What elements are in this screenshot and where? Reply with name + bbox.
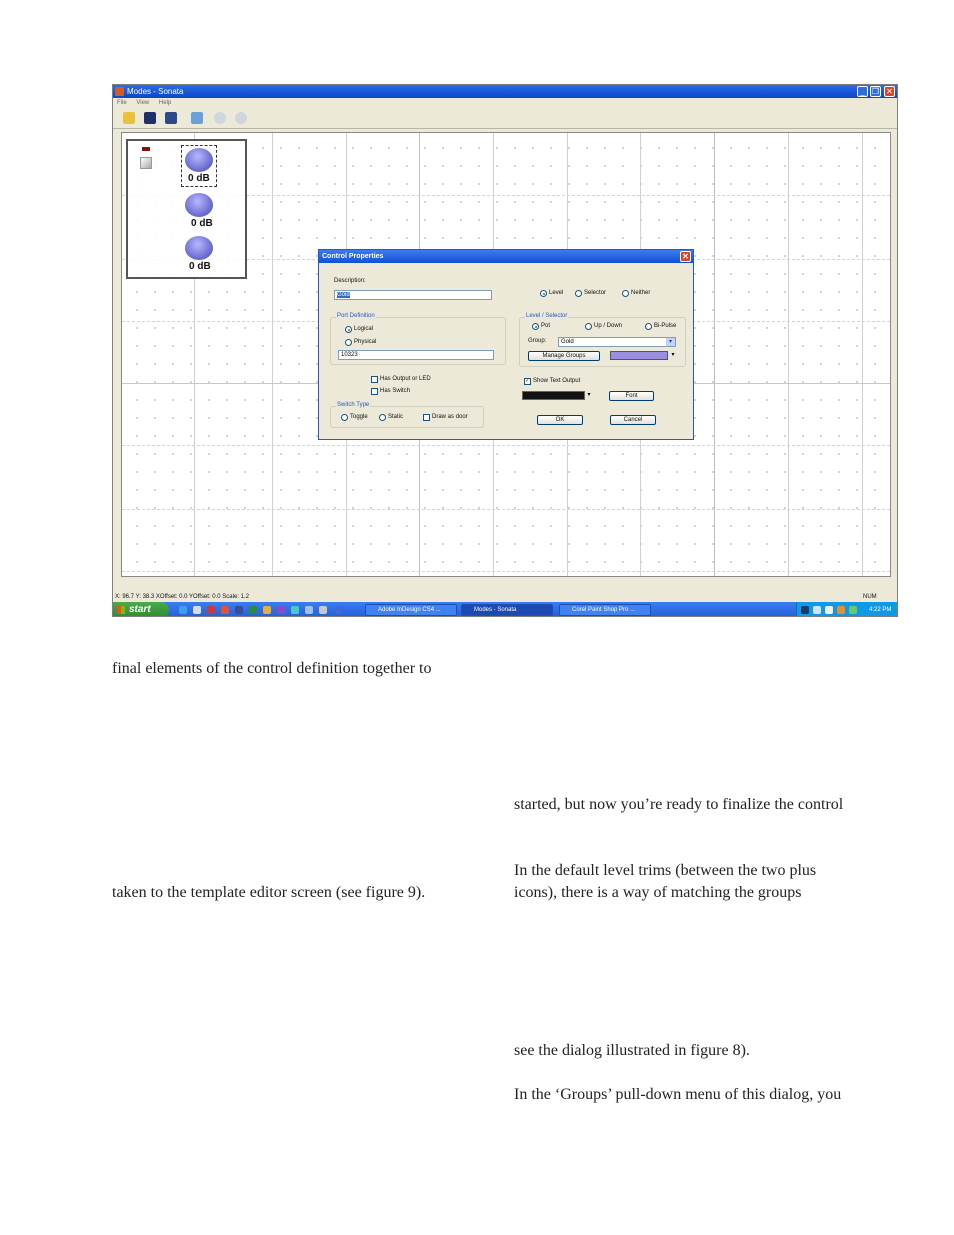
manage-groups-button[interactable]: Manage Groups (528, 351, 600, 361)
app-icon-6[interactable] (305, 606, 313, 614)
status-num: NUM (863, 594, 877, 600)
status-bar (113, 593, 898, 602)
app-icon-5[interactable] (291, 606, 299, 614)
draw-as-door-checkbox[interactable] (423, 414, 430, 421)
ok-button[interactable]: OK (537, 415, 583, 425)
dialog-title-bar (319, 250, 693, 263)
app-icon-2[interactable] (235, 606, 243, 614)
toolbar (113, 108, 898, 129)
menu-bar (113, 98, 898, 108)
group-select[interactable] (558, 337, 676, 347)
zoom-out-icon[interactable] (235, 112, 247, 124)
font-button[interactable]: Font (609, 391, 654, 401)
windows-taskbar (113, 602, 898, 617)
group-color-swatch[interactable] (610, 351, 668, 360)
app-icon-4[interactable] (277, 606, 285, 614)
knob-label-3: 0 dB (189, 261, 211, 272)
system-tray (796, 602, 898, 617)
knob-label-2: 0 dB (191, 218, 213, 229)
excel-icon[interactable] (249, 606, 257, 614)
port-value-input[interactable]: 10323 (338, 350, 494, 360)
ie-icon[interactable] (179, 606, 187, 614)
dialog-close-button[interactable]: ✕ (680, 251, 691, 262)
tray-clock: 4:22 PM (869, 607, 892, 613)
menu-file[interactable]: File (117, 100, 127, 106)
has-switch-checkbox[interactable] (371, 388, 378, 395)
selector-radio[interactable] (575, 290, 582, 297)
show-text-output-checkbox[interactable]: ✓ (525, 378, 531, 384)
right-text-line-4: see the dialog illustrated in figure 8). (514, 1042, 750, 1059)
windows-logo-icon (117, 606, 125, 614)
up-down-radio[interactable] (585, 323, 592, 330)
level-selector-group (519, 313, 686, 367)
has-output-led-label: Has Output or LED (380, 376, 431, 382)
control-template[interactable] (126, 139, 247, 279)
port-definition-group (330, 313, 506, 365)
adobe-icon[interactable] (221, 606, 229, 614)
screenshot-figure (112, 84, 898, 617)
level-label: Level (549, 290, 564, 296)
start-button[interactable] (113, 602, 169, 617)
app-icon-7[interactable] (319, 606, 327, 614)
group-dropdown-arrow-icon[interactable]: ▾ (666, 338, 675, 346)
task-paint-shop[interactable]: Corel Paint Shop Pro ... (559, 604, 651, 616)
menu-help[interactable]: Help (158, 100, 172, 106)
text-color-swatch[interactable] (522, 391, 585, 400)
neither-radio[interactable] (622, 290, 629, 297)
knob-1[interactable] (185, 148, 213, 172)
right-text-line-3: icons), there is a way of matching the groups (514, 884, 802, 901)
switch-type-group (330, 402, 484, 428)
app-title-bar (113, 85, 898, 98)
port-definition-legend: Port Definition (337, 313, 375, 319)
knob-2[interactable] (185, 193, 213, 217)
control-properties-dialog (318, 249, 694, 440)
selector-label: Selector (584, 290, 607, 296)
static-label: Static (388, 414, 404, 420)
explorer-icon[interactable] (193, 606, 201, 614)
text-color-dropdown-arrow-icon[interactable]: ▾ (587, 392, 591, 398)
toggle-label: Toggle (350, 414, 368, 420)
right-text-line-1: started, but now you’re ready to finalize the control (514, 796, 844, 813)
tray-app-icon[interactable] (837, 606, 845, 614)
left-text-line-1: final elements of the control definition together to (112, 660, 432, 677)
pot-label: Pot (541, 323, 551, 329)
task-indesign[interactable]: Adobe InDesign CS4 ... (365, 604, 457, 616)
draw-as-door-label: Draw as door (432, 414, 468, 420)
logical-radio[interactable] (345, 326, 352, 333)
app-icon-8[interactable] (335, 606, 343, 614)
tray-help-icon[interactable] (801, 606, 809, 614)
tray-network-icon[interactable] (813, 606, 821, 614)
level-radio[interactable] (540, 290, 547, 297)
open-folder-icon[interactable] (123, 112, 135, 124)
pot-radio[interactable] (532, 323, 539, 330)
right-text-line-2: In the default level trims (between the two plus (514, 862, 817, 879)
media-icon[interactable] (207, 606, 215, 614)
description-input[interactable] (334, 290, 492, 300)
switch-type-legend: Switch Type (337, 402, 370, 408)
save-icon[interactable] (144, 112, 156, 124)
description-label: Description: (334, 278, 366, 284)
print-icon[interactable] (191, 112, 203, 124)
led-indicator (142, 147, 150, 151)
start-label: start (129, 604, 151, 615)
zoom-in-icon[interactable] (214, 112, 226, 124)
physical-label: Physical (354, 339, 377, 345)
menu-view[interactable]: View (136, 100, 150, 106)
dialog-title: Control Properties (322, 253, 384, 260)
close-button[interactable]: ✕ (884, 86, 895, 97)
physical-radio[interactable] (345, 339, 352, 346)
window-title: Modes - Sonata (127, 87, 184, 96)
cancel-button[interactable]: Cancel (610, 415, 656, 425)
knob-label-1: 0 dB (188, 173, 210, 184)
group-label: Group: (528, 338, 547, 344)
minimize-button[interactable]: _ (857, 86, 868, 97)
color-dropdown-arrow-icon[interactable]: ▾ (671, 352, 675, 358)
up-down-label: Up / Down (594, 323, 623, 329)
has-switch-label: Has Switch (380, 388, 411, 394)
maximize-button[interactable]: ❐ (871, 87, 880, 96)
tray-speaker-icon[interactable] (825, 606, 833, 614)
save-as-icon[interactable] (165, 112, 177, 124)
level-selector-legend: Level / Selector (526, 313, 568, 319)
neither-label: Neither (631, 290, 651, 296)
app-icon-3[interactable] (263, 606, 271, 614)
has-output-led-checkbox[interactable] (371, 376, 378, 383)
knob-3[interactable] (185, 236, 213, 260)
static-radio[interactable] (379, 414, 386, 421)
right-text-line-5: In the ‘Groups’ pull-down menu of this dialog, you (514, 1086, 842, 1103)
app-icon (115, 87, 124, 96)
switch-icon (140, 157, 152, 169)
group-value: Gold (561, 339, 574, 345)
toggle-radio[interactable] (341, 414, 348, 421)
status-coordinates: X: 96.7 Y: 38.3 XOffset: 0.0 YOffset: 0.0 Scale: 1.2 (115, 594, 249, 600)
show-text-output-label: Show Text Output (533, 378, 581, 384)
left-text-line-2: taken to the template editor screen (see figure 9). (112, 884, 426, 901)
tray-monitor-icon[interactable] (849, 606, 857, 614)
logical-label: Logical (354, 326, 374, 332)
description-value: Gold (337, 292, 350, 298)
task-modes-sonata[interactable]: Modes - Sonata (461, 604, 553, 616)
bi-pulse-label: Bi-Pulse (654, 323, 677, 329)
bi-pulse-radio[interactable] (645, 323, 652, 330)
